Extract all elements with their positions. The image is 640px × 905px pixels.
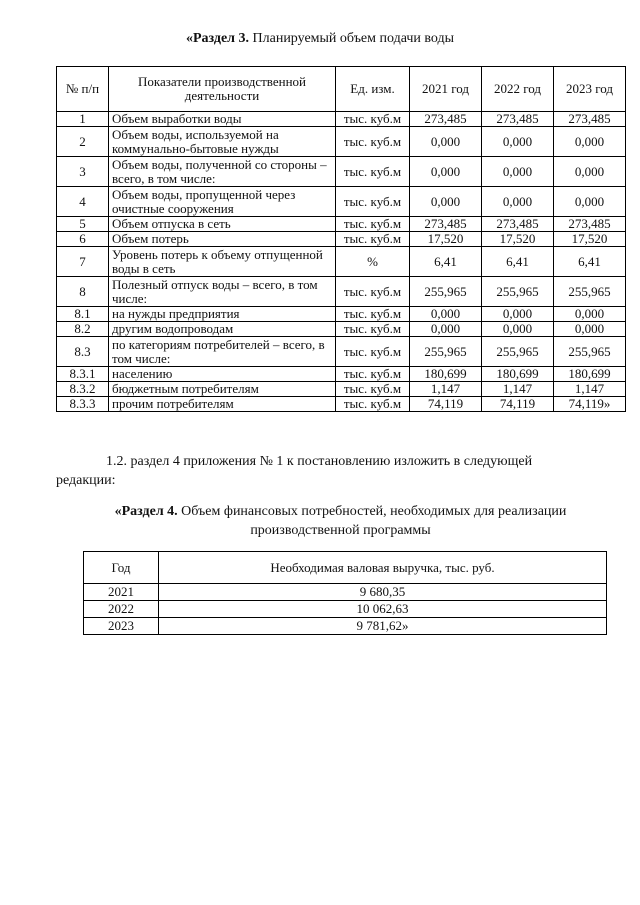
cell-value-2021: 1,147: [410, 382, 482, 397]
cell-indicator: бюджетным потребителям: [109, 382, 336, 397]
table-row: [57, 277, 626, 307]
cell-unit: тыс. куб.м: [336, 382, 410, 397]
table-row: [57, 247, 626, 277]
cell-value-2022: 273,485: [482, 217, 554, 232]
cell-unit: тыс. куб.м: [336, 112, 410, 127]
section-4-title-line-1: Объем финансовых потребностей, необходимых для реализации: [177, 504, 567, 519]
cell-unit: тыс. куб.м: [336, 157, 410, 187]
cell-value-2023: 0,000: [554, 322, 626, 337]
table-row: [57, 322, 626, 337]
table-row: [57, 232, 626, 247]
table-row: [57, 307, 626, 322]
cell-value-2022: 6,41: [482, 247, 554, 277]
cell-value-2023: 6,41: [554, 247, 626, 277]
section-3-title: Планируемый объем подачи воды: [249, 31, 455, 46]
cell-unit: тыс. куб.м: [336, 232, 410, 247]
header-2022: 2022 год: [482, 67, 554, 112]
cell-number: 6: [57, 232, 109, 247]
cell-value-2021: 0,000: [410, 307, 482, 322]
cell-value-2022: 180,699: [482, 367, 554, 382]
table-row: [57, 367, 626, 382]
cell-number: 8.3.1: [57, 367, 109, 382]
header-indicator: Показатели производственной деятельности: [109, 67, 336, 112]
table-row: [57, 217, 626, 232]
cell-revenue: 9 680,35: [159, 584, 607, 601]
cell-value-2021: 255,965: [410, 337, 482, 367]
cell-value-2023: 255,965: [554, 337, 626, 367]
cell-unit: тыс. куб.м: [336, 307, 410, 322]
cell-indicator: Уровень потерь к объему отпущенной воды в сеть: [109, 247, 336, 277]
cell-value-2022: 0,000: [482, 187, 554, 217]
cell-value-2022: 74,119: [482, 397, 554, 412]
cell-indicator: прочим потребителям: [109, 397, 336, 412]
cell-indicator: Объем воды, используемой на коммунально-бытовые нужды: [109, 127, 336, 157]
cell-year: 2022: [84, 601, 159, 618]
cell-unit: тыс. куб.м: [336, 367, 410, 382]
cell-value-2023: 273,485: [554, 217, 626, 232]
table-row: [84, 601, 607, 618]
cell-number: 8.3.3: [57, 397, 109, 412]
header-unit: Ед. изм.: [336, 67, 410, 112]
cell-unit: %: [336, 247, 410, 277]
cell-value-2022: 17,520: [482, 232, 554, 247]
table-row: [57, 112, 626, 127]
section-3-heading: [0, 31, 640, 47]
cell-number: 1: [57, 112, 109, 127]
cell-unit: тыс. куб.м: [336, 127, 410, 157]
cell-value-2021: 17,520: [410, 232, 482, 247]
cell-indicator: Объем воды, полученной со стороны – всего, в том числе:: [109, 157, 336, 187]
cell-indicator: населению: [109, 367, 336, 382]
cell-value-2021: 0,000: [410, 157, 482, 187]
cell-indicator: Объем выработки воды: [109, 112, 336, 127]
cell-number: 7: [57, 247, 109, 277]
cell-indicator: другим водопроводам: [109, 322, 336, 337]
cell-unit: тыс. куб.м: [336, 322, 410, 337]
cell-unit: тыс. куб.м: [336, 337, 410, 367]
cell-unit: тыс. куб.м: [336, 277, 410, 307]
cell-value-2021: 6,41: [410, 247, 482, 277]
cell-number: 8: [57, 277, 109, 307]
cell-value-2023: 273,485: [554, 112, 626, 127]
cell-number: 8.3.2: [57, 382, 109, 397]
cell-value-2021: 0,000: [410, 322, 482, 337]
cell-number: 2: [57, 127, 109, 157]
cell-revenue: 10 062,63: [159, 601, 607, 618]
cell-value-2022: 0,000: [482, 157, 554, 187]
header-2023: 2023 год: [554, 67, 626, 112]
cell-value-2023: 1,147: [554, 382, 626, 397]
cell-value-2023: 0,000: [554, 307, 626, 322]
cell-number: 5: [57, 217, 109, 232]
cell-value-2021: 0,000: [410, 187, 482, 217]
cell-value-2022: 0,000: [482, 307, 554, 322]
table-header-row: [84, 552, 607, 584]
header-2021: 2021 год: [410, 67, 482, 112]
cell-value-2023: 0,000: [554, 127, 626, 157]
section-4-prefix: «Раздел 4.: [114, 504, 178, 519]
cell-indicator: Объем воды, пропущенной через очистные сооружения: [109, 187, 336, 217]
table-row: [57, 397, 626, 412]
paragraph-line-2: редакции:: [56, 473, 116, 488]
cell-indicator: по категориям потребителей – всего, в том числе:: [109, 337, 336, 367]
header-revenue: Необходимая валовая выручка, тыс. руб.: [159, 552, 607, 584]
cell-unit: тыс. куб.м: [336, 187, 410, 217]
cell-value-2023: 0,000: [554, 187, 626, 217]
cell-value-2023: 0,000: [554, 157, 626, 187]
cell-value-2022: 0,000: [482, 322, 554, 337]
cell-year: 2021: [84, 584, 159, 601]
cell-value-2021: 273,485: [410, 112, 482, 127]
table-header-row: [57, 67, 626, 112]
cell-value-2022: 255,965: [482, 277, 554, 307]
cell-value-2022: 273,485: [482, 112, 554, 127]
cell-revenue: 9 781,62»: [159, 618, 607, 635]
table-row: [57, 127, 626, 157]
section-4-heading: [56, 502, 625, 540]
cell-value-2023: 74,119»: [554, 397, 626, 412]
table-row: [57, 382, 626, 397]
cell-value-2021: 180,699: [410, 367, 482, 382]
table-row: [57, 187, 626, 217]
section-4-title-line-2: производственной программы: [250, 523, 431, 538]
cell-value-2021: 0,000: [410, 127, 482, 157]
amendment-paragraph: [0, 452, 640, 490]
header-number: № п/п: [57, 67, 109, 112]
cell-value-2022: 255,965: [482, 337, 554, 367]
cell-number: 8.3: [57, 337, 109, 367]
cell-value-2021: 273,485: [410, 217, 482, 232]
cell-unit: тыс. куб.м: [336, 217, 410, 232]
financial-needs-table: [83, 551, 607, 635]
cell-indicator: на нужды предприятия: [109, 307, 336, 322]
cell-number: 8.1: [57, 307, 109, 322]
cell-indicator: Полезный отпуск воды – всего, в том числе:: [109, 277, 336, 307]
table-row: [84, 584, 607, 601]
cell-number: 4: [57, 187, 109, 217]
table-row: [84, 618, 607, 635]
cell-value-2021: 74,119: [410, 397, 482, 412]
paragraph-line-1: 1.2. раздел 4 приложения № 1 к постановлению изложить в следующей: [106, 454, 533, 469]
cell-value-2021: 255,965: [410, 277, 482, 307]
table-row: [57, 157, 626, 187]
cell-number: 8.2: [57, 322, 109, 337]
cell-value-2023: 255,965: [554, 277, 626, 307]
header-year: Год: [84, 552, 159, 584]
cell-value-2023: 180,699: [554, 367, 626, 382]
cell-year: 2023: [84, 618, 159, 635]
cell-indicator: Объем отпуска в сеть: [109, 217, 336, 232]
cell-indicator: Объем потерь: [109, 232, 336, 247]
cell-value-2022: 1,147: [482, 382, 554, 397]
cell-unit: тыс. куб.м: [336, 397, 410, 412]
cell-value-2023: 17,520: [554, 232, 626, 247]
table-row: [57, 337, 626, 367]
water-supply-table: [56, 66, 626, 412]
cell-number: 3: [57, 157, 109, 187]
section-3-prefix: «Раздел 3.: [185, 31, 250, 46]
cell-value-2022: 0,000: [482, 127, 554, 157]
